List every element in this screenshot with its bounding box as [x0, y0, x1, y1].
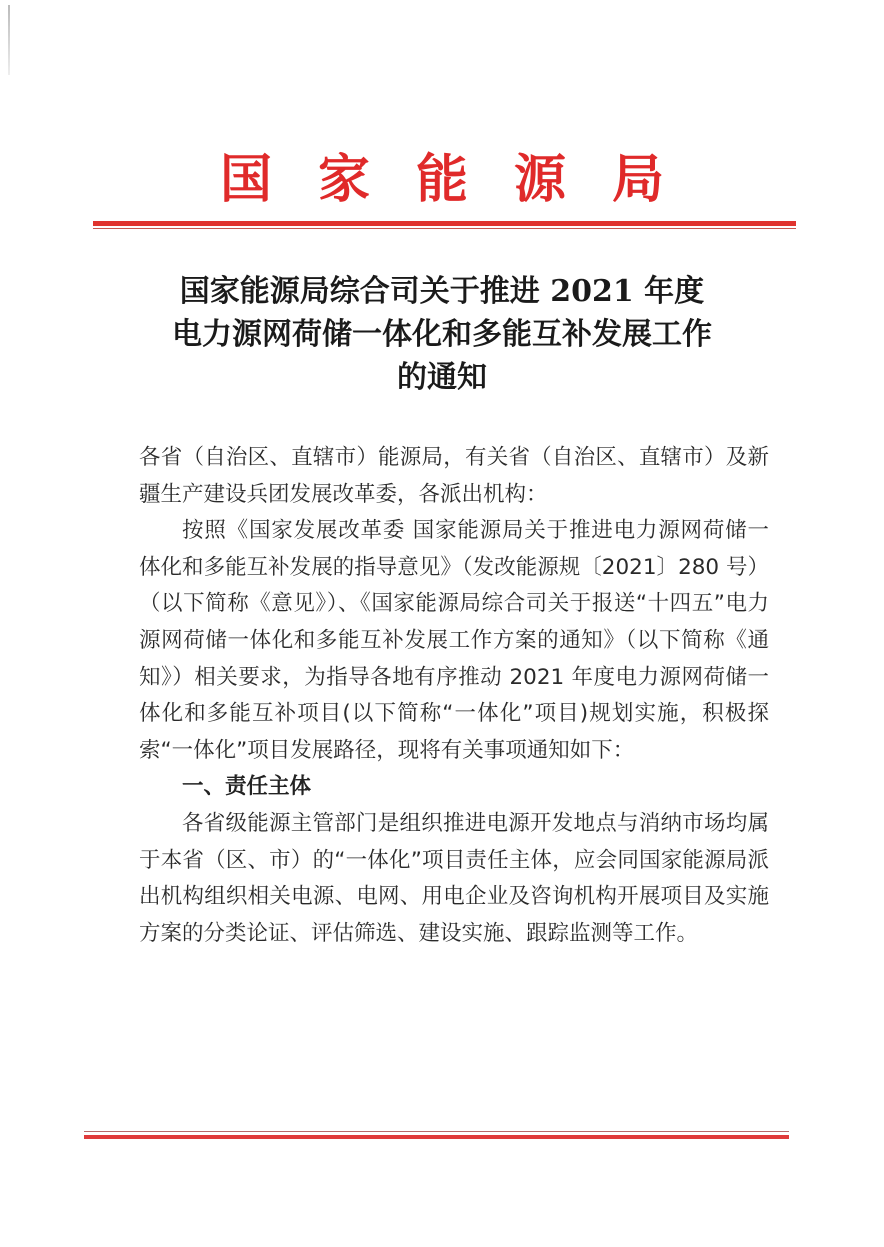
page-edge-shadow [8, 5, 10, 75]
section-heading-1: 一、责任主体 [182, 774, 312, 800]
document-body [139, 440, 769, 952]
intro-paragraph: 按照《国家发展改革委 国家能源局关于推进电力源网荷储一体化和多能互补发展的指导意见》（发改能源规〔2021〕280 号）（以下简称《意见》）、《国家能源局综合司关于报送“十四五”电力源网荷储一体化和多能互补发展工作方案的通知》（以下简称《通知》）相关要求，为指导各地有序推动 2021 年度电力源网荷储一体化和多能互补项目(以下简称“一体化”项目)规划实施，积极探索“一体化”项目发展路径，现将有关事项通知如下： [139, 518, 769, 763]
footer-rule-thick [84, 1135, 789, 1139]
masthead-rule-thin [93, 228, 796, 229]
title-line-3: 的通知 [397, 360, 487, 395]
masthead-rule-thick [93, 221, 796, 226]
document-title [0, 270, 884, 399]
addressee: 各省（自治区、直辖市）能源局，有关省（自治区、直辖市）及新疆生产建设兵团发展改革委，各派出机构： [139, 445, 769, 507]
footer-rule-thin [84, 1131, 789, 1132]
title-line-1: 国家能源局综合司关于推进 2021 年度 [179, 274, 705, 309]
title-line-2: 电力源网荷储一体化和多能互补发展工作 [172, 317, 712, 352]
section-body-1: 各省级能源主管部门是组织推进电源开发地点与消纳市场均属于本省（区、市）的“一体化”项目责任主体，应会同国家能源局派出机构组织相关电源、电网、用电企业及咨询机构开展项目及实施方案的分类论证、评估筛选、建设实施、跟踪监测等工作。 [139, 810, 769, 946]
masthead-agency-name: 国家能源局 [219, 149, 710, 210]
